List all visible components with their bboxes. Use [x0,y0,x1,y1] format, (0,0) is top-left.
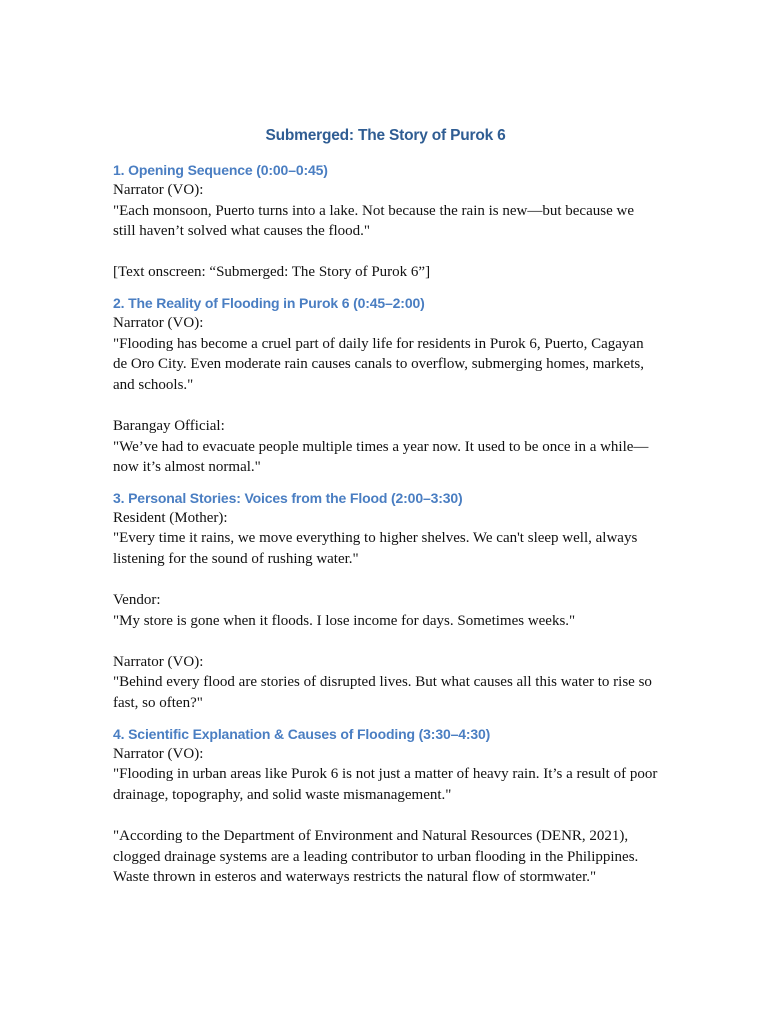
section-scientific-explanation [113,724,658,888]
speaker-label: Resident (Mother): [113,509,228,526]
dialogue-text: "Flooding in urban areas like Purok 6 is not just a matter of heavy rain. It’s a result of poor drainage, topography, and solid waste mismanagement." [113,766,658,803]
document-content [113,124,658,888]
section-opening-sequence [113,160,658,283]
paragraph-spacer [113,395,658,416]
paragraph-spacer [113,631,658,652]
dialogue-text: "Each monsoon, Puerto turns into a lake. Not because the rain is new—but because we still haven’t solved what causes the flood." [113,202,634,240]
dialogue-text: "Behind every flood are stories of disrupted lives. But what causes all this water to rise so fast, so often?" [113,674,652,712]
speaker-label: Vendor: [113,592,161,609]
document-title: Submerged: The Story of Purok 6 [265,127,506,144]
dialogue-text: "Flooding has become a cruel part of daily life for residents in Purok 6, Puerto, Cagayan de Oro City. Even moderate rain causes canals to overflow, submerging homes, markets, and schools." [113,335,644,393]
section-heading: 4. Scientific Explanation & Causes of Flooding (3:30–4:30) [113,725,491,742]
section-reality-of-flooding [113,293,658,478]
speaker-label: Narrator (VO): [113,182,204,198]
speaker-label: Narrator (VO): [113,745,204,762]
speaker-label: Barangay Official: [113,417,225,434]
dialogue-text: "Every time it rains, we move everything to higher shelves. We can't sleep well, always listening for the sound of rushing water." [113,530,638,567]
section-heading: 1. Opening Sequence (0:00–0:45) [113,162,328,178]
section-heading: 3. Personal Stories: Voices from the Flood (2:00–3:30) [113,489,463,506]
dialogue-text: "We’ve had to evacuate people multiple times a year now. It used to be once in a while—now it’s almost normal." [113,438,649,476]
paragraph-spacer [113,805,658,826]
speaker-label: Narrator (VO): [113,653,204,670]
section-personal-stories [113,488,658,714]
dialogue-text: "My store is gone when it floods. I lose income for days. Sometimes weeks." [113,612,576,629]
speaker-label: Narrator (VO): [113,314,204,331]
paragraph-spacer [113,570,658,591]
paragraph-spacer [113,242,658,263]
onscreen-text-note: [Text onscreen: “Submerged: The Story of Purok 6”] [113,264,431,281]
section-heading: 2. The Reality of Flooding in Purok 6 (0:45–2:00) [113,294,425,311]
citation-paragraph: "According to the Department of Environment and Natural Resources (DENR, 2021), clogged drainage systems are a leading contributor to urban flooding in the Philippines. Waste thrown in esteros and waterways restricts the natural flow of stormwater." [113,828,639,886]
